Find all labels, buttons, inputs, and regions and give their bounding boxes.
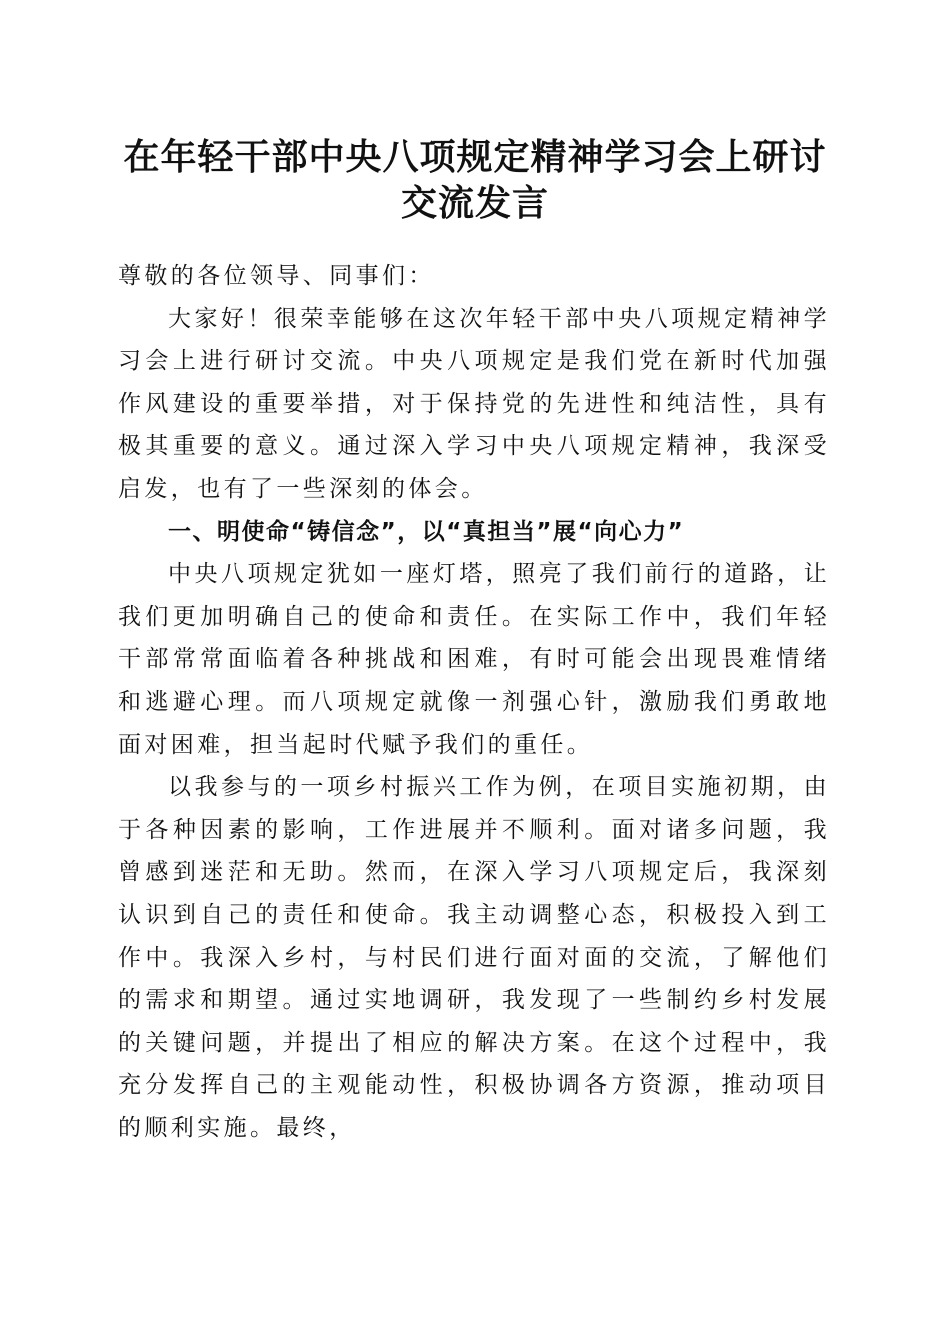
document-title: 在年轻干部中央八项规定精神学习会上研讨交流发言 — [123, 136, 827, 224]
salutation: 尊敬的各位领导、同事们： — [118, 263, 435, 289]
section-heading-1: 一、明使命“铸信念”，以“真担当”展“向心力” — [168, 518, 685, 545]
paragraph-example: 以我参与的一项乡村振兴工作为例，在项目实施初期，由于各种因素的影响，工作进展并不顺利。面对诸多问题，我曾感到迷茫和无助。然而，在深入学习八项规定后，我深刻认识到自己的责任和使命。我主动调整心态，积极投入到工作中。我深入乡村，与村民们进行面对面的交流，了解他们的需求和期望。通过实地调研，我发现了一些制约乡村发展的关键问题，并提出了相应的解决方案。在这个过程中，我充分发挥自己的主观能动性，积极协调各方资源，推动项目的顺利实施。最终， — [118, 774, 830, 1141]
document-body — [118, 255, 830, 1149]
paragraph-opening: 大家好！很荣幸能够在这次年轻干部中央八项规定精神学习会上进行研讨交流。中央八项规定是我们党在新时代加强作风建设的重要举措，对于保持党的先进性和纯洁性，具有极其重要的意义。通过深入学习中央八项规定精神，我深受启发，也有了一些深刻的体会。 — [118, 305, 830, 502]
paragraph-mission: 中央八项规定犹如一座灯塔，照亮了我们前行的道路，让我们更加明确自己的使命和责任。在实际工作中，我们年轻干部常常面临着各种挑战和困难，有时可能会出现畏难情绪和逃避心理。而八项规定就像一剂强心针，激励我们勇敢地面对困难，担当起时代赋予我们的重任。 — [118, 561, 830, 758]
